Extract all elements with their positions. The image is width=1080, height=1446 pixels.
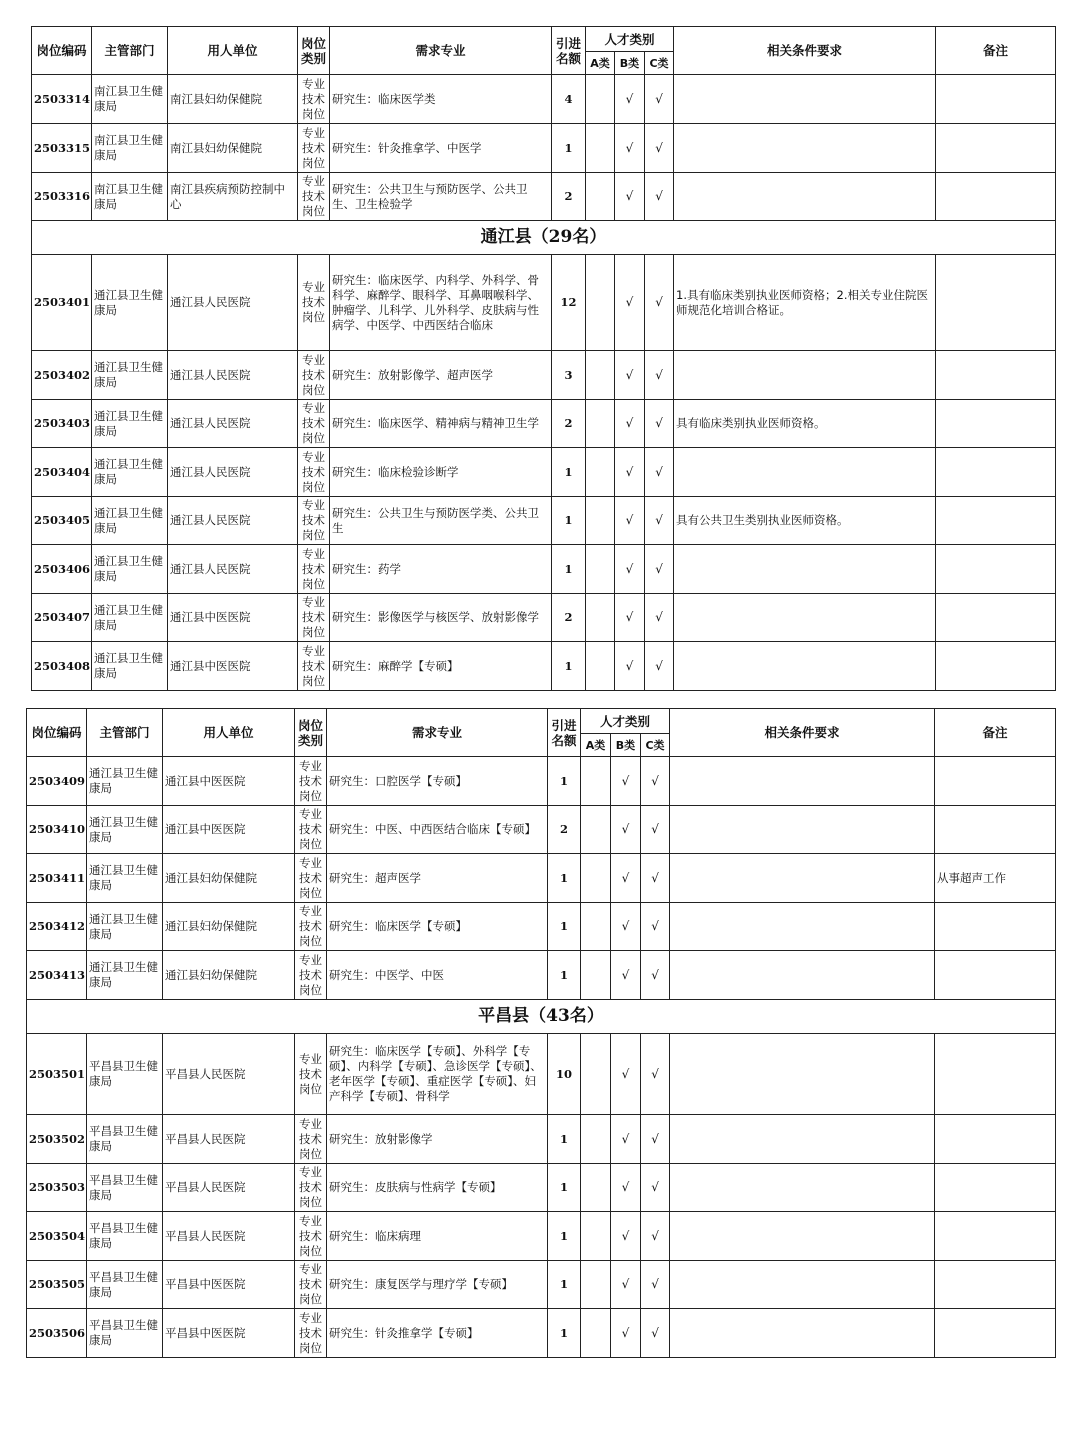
recruitment-table-page-1	[31, 26, 1056, 691]
requirements-cell	[674, 351, 936, 400]
requirements-cell	[674, 448, 936, 497]
class-a-cell	[581, 1115, 611, 1164]
requirements-cell	[670, 1164, 935, 1212]
major-cell: 研究生：口腔医学【专硕】	[327, 757, 548, 806]
major-cell: 研究生：临床病理	[327, 1212, 548, 1261]
major-cell: 研究生：皮肤病与性病学【专硕】	[327, 1164, 548, 1212]
header-b: B类	[615, 52, 645, 75]
quota-cell: 2	[548, 806, 581, 854]
quota-cell: 1	[548, 1261, 581, 1309]
requirements-cell	[670, 1261, 935, 1309]
post-code: 2503501	[27, 1034, 87, 1115]
quota-cell: 2	[552, 400, 586, 448]
note-cell: 从事超声工作	[935, 854, 1056, 903]
header-note: 备注	[935, 709, 1056, 757]
quota-cell: 1	[548, 1212, 581, 1261]
class-a-cell	[581, 1164, 611, 1212]
class-c-check: √	[645, 448, 674, 497]
header-requirements: 相关条件要求	[674, 27, 936, 75]
major-cell: 研究生：临床检验诊断学	[330, 448, 552, 497]
section-title-pingchang: 平昌县（43名）	[27, 1000, 1056, 1034]
table-body	[27, 757, 1056, 1000]
post-code: 2503506	[27, 1309, 87, 1358]
post-type-cell: 专业技术岗位	[295, 903, 327, 951]
class-a-cell	[586, 545, 615, 594]
unit-cell: 平昌县人民医院	[163, 1164, 295, 1212]
quota-cell: 1	[548, 757, 581, 806]
post-code: 2503411	[27, 854, 87, 903]
major-cell: 研究生：中医学、中医	[327, 951, 548, 1000]
class-c-check: √	[645, 545, 674, 594]
major-cell: 研究生：临床医学类	[330, 75, 552, 124]
post-code: 2503413	[27, 951, 87, 1000]
header-a: A类	[581, 734, 611, 757]
post-code: 2503404	[32, 448, 92, 497]
note-cell	[936, 400, 1056, 448]
class-b-check: √	[615, 594, 645, 642]
table-row	[32, 173, 1056, 221]
major-cell: 研究生：针灸推拿学【专硕】	[327, 1309, 548, 1358]
unit-cell: 通江县人民医院	[168, 351, 298, 400]
unit-cell: 南江县疾病预防控制中心	[168, 173, 298, 221]
header-major: 需求专业	[330, 27, 552, 75]
header-code: 岗位编码	[27, 709, 87, 757]
class-b-check: √	[615, 448, 645, 497]
unit-cell: 通江县妇幼保健院	[163, 854, 295, 903]
header-talent: 人才类别	[586, 27, 674, 52]
post-code: 2503315	[32, 124, 92, 173]
header-dept: 主管部门	[92, 27, 168, 75]
post-type-cell: 专业技术岗位	[295, 757, 327, 806]
class-b-check: √	[611, 1261, 641, 1309]
dept-cell: 平昌县卫生健康局	[87, 1034, 163, 1115]
header-unit: 用人单位	[163, 709, 295, 757]
class-b-check: √	[611, 903, 641, 951]
note-cell	[935, 1115, 1056, 1164]
dept-cell: 通江县卫生健康局	[87, 951, 163, 1000]
class-b-check: √	[611, 757, 641, 806]
dept-cell: 通江县卫生健康局	[92, 351, 168, 400]
unit-cell: 通江县人民医院	[168, 497, 298, 545]
quota-cell: 1	[548, 854, 581, 903]
unit-cell: 通江县人民医院	[168, 400, 298, 448]
post-code: 2503406	[32, 545, 92, 594]
table-row	[32, 124, 1056, 173]
class-c-check: √	[645, 497, 674, 545]
dept-cell: 南江县卫生健康局	[92, 124, 168, 173]
table-row	[32, 642, 1056, 691]
unit-cell: 通江县人民医院	[168, 545, 298, 594]
header-note: 备注	[936, 27, 1056, 75]
table-row	[32, 75, 1056, 124]
requirements-cell	[674, 642, 936, 691]
major-cell: 研究生：放射影像学、超声医学	[330, 351, 552, 400]
major-cell: 研究生：药学	[330, 545, 552, 594]
table-row	[27, 1212, 1056, 1261]
class-c-check: √	[641, 1261, 670, 1309]
note-cell	[936, 497, 1056, 545]
class-b-check: √	[615, 351, 645, 400]
class-c-check: √	[641, 806, 670, 854]
class-b-check: √	[611, 1034, 641, 1115]
class-c-check: √	[641, 1034, 670, 1115]
section-title-tongjiang: 通江县（29名）	[32, 221, 1056, 255]
class-b-check: √	[611, 806, 641, 854]
class-c-check: √	[641, 903, 670, 951]
requirements-cell	[670, 806, 935, 854]
unit-cell: 通江县中医医院	[163, 806, 295, 854]
post-type-cell: 专业技术岗位	[295, 1309, 327, 1358]
post-type-cell: 专业技术岗位	[298, 448, 330, 497]
header-a: A类	[586, 52, 615, 75]
class-a-cell	[581, 951, 611, 1000]
class-a-cell	[586, 255, 615, 351]
dept-cell: 平昌县卫生健康局	[87, 1309, 163, 1358]
post-code: 2503409	[27, 757, 87, 806]
class-b-check: √	[611, 1115, 641, 1164]
post-type-cell: 专业技术岗位	[298, 594, 330, 642]
post-type-cell: 专业技术岗位	[295, 1115, 327, 1164]
table-row	[32, 351, 1056, 400]
class-a-cell	[586, 594, 615, 642]
note-cell	[936, 124, 1056, 173]
class-c-check: √	[645, 124, 674, 173]
class-a-cell	[581, 1309, 611, 1358]
quota-cell: 12	[552, 255, 586, 351]
dept-cell: 平昌县卫生健康局	[87, 1164, 163, 1212]
requirements-cell	[670, 1034, 935, 1115]
requirements-cell	[670, 757, 935, 806]
dept-cell: 平昌县卫生健康局	[87, 1261, 163, 1309]
post-code: 2503407	[32, 594, 92, 642]
class-a-cell	[586, 642, 615, 691]
table-body	[32, 255, 1056, 691]
dept-cell: 通江县卫生健康局	[92, 448, 168, 497]
class-c-check: √	[641, 757, 670, 806]
table-row	[32, 497, 1056, 545]
note-cell	[935, 1309, 1056, 1358]
post-type-cell: 专业技术岗位	[295, 854, 327, 903]
note-cell	[935, 1034, 1056, 1115]
class-c-check: √	[641, 1212, 670, 1261]
quota-cell: 4	[552, 75, 586, 124]
class-a-cell	[586, 497, 615, 545]
quota-cell: 1	[552, 497, 586, 545]
quota-cell: 1	[548, 1164, 581, 1212]
dept-cell: 平昌县卫生健康局	[87, 1212, 163, 1261]
class-b-check: √	[615, 400, 645, 448]
class-c-check: √	[645, 642, 674, 691]
table-row	[27, 757, 1056, 806]
post-code: 2503504	[27, 1212, 87, 1261]
post-type-cell: 专业技术岗位	[298, 497, 330, 545]
class-c-check: √	[645, 75, 674, 124]
dept-cell: 南江县卫生健康局	[92, 75, 168, 124]
post-type-cell: 专业技术岗位	[298, 545, 330, 594]
note-cell	[936, 351, 1056, 400]
class-a-cell	[586, 173, 615, 221]
class-c-check: √	[641, 1115, 670, 1164]
quota-cell: 1	[548, 951, 581, 1000]
requirements-cell	[674, 124, 936, 173]
note-cell	[935, 1261, 1056, 1309]
class-b-check: √	[615, 173, 645, 221]
unit-cell: 南江县妇幼保健院	[168, 124, 298, 173]
requirements-cell: 1.具有临床类别执业医师资格；2.相关专业住院医师规范化培训合格证。	[674, 255, 936, 351]
major-cell: 研究生：放射影像学	[327, 1115, 548, 1164]
class-a-cell	[581, 854, 611, 903]
note-cell	[935, 1164, 1056, 1212]
post-code: 2503412	[27, 903, 87, 951]
requirements-cell	[670, 951, 935, 1000]
header-c: C类	[641, 734, 670, 757]
class-a-cell	[586, 400, 615, 448]
header-talent: 人才类别	[581, 709, 670, 734]
class-b-check: √	[615, 642, 645, 691]
requirements-cell	[674, 75, 936, 124]
header-c: C类	[645, 52, 674, 75]
major-cell: 研究生：公共卫生与预防医学、公共卫生、卫生检验学	[330, 173, 552, 221]
quota-cell: 3	[552, 351, 586, 400]
table-row	[32, 594, 1056, 642]
post-code: 2503316	[32, 173, 92, 221]
class-a-cell	[586, 124, 615, 173]
header-requirements: 相关条件要求	[670, 709, 935, 757]
class-b-check: √	[611, 1309, 641, 1358]
quota-cell: 1	[552, 642, 586, 691]
header-major: 需求专业	[327, 709, 548, 757]
note-cell	[935, 1212, 1056, 1261]
note-cell	[935, 806, 1056, 854]
header-post-type: 岗位类别	[295, 709, 327, 757]
class-c-check: √	[641, 1309, 670, 1358]
major-cell: 研究生：临床医学【专硕】、外科学【专硕】、内科学【专硕】、急诊医学【专硕】、老年医学【专硕】、重症医学【专硕】、妇产科学【专硕】、骨科学	[327, 1034, 548, 1115]
requirements-cell	[670, 903, 935, 951]
dept-cell: 南江县卫生健康局	[92, 173, 168, 221]
class-c-check: √	[645, 351, 674, 400]
dept-cell: 通江县卫生健康局	[87, 806, 163, 854]
class-b-check: √	[615, 497, 645, 545]
post-code: 2503408	[32, 642, 92, 691]
note-cell	[936, 545, 1056, 594]
header-code: 岗位编码	[32, 27, 92, 75]
note-cell	[936, 642, 1056, 691]
post-type-cell: 专业技术岗位	[295, 1034, 327, 1115]
requirements-cell	[674, 173, 936, 221]
post-type-cell: 专业技术岗位	[298, 351, 330, 400]
post-code: 2503405	[32, 497, 92, 545]
unit-cell: 通江县人民医院	[168, 448, 298, 497]
class-b-check: √	[615, 124, 645, 173]
major-cell: 研究生：临床医学、精神病与精神卫生学	[330, 400, 552, 448]
requirements-cell	[670, 1115, 935, 1164]
note-cell	[936, 594, 1056, 642]
class-b-check: √	[615, 545, 645, 594]
unit-cell: 平昌县人民医院	[163, 1115, 295, 1164]
unit-cell: 通江县人民医院	[168, 255, 298, 351]
post-code: 2503503	[27, 1164, 87, 1212]
quota-cell: 1	[548, 1309, 581, 1358]
class-c-check: √	[641, 1164, 670, 1212]
requirements-cell	[674, 545, 936, 594]
post-code: 2503402	[32, 351, 92, 400]
class-a-cell	[581, 1034, 611, 1115]
post-type-cell: 专业技术岗位	[298, 255, 330, 351]
major-cell: 研究生：影像医学与核医学、放射影像学	[330, 594, 552, 642]
unit-cell: 通江县妇幼保健院	[163, 903, 295, 951]
unit-cell: 通江县妇幼保健院	[163, 951, 295, 1000]
table-row	[27, 1115, 1056, 1164]
post-code: 2503410	[27, 806, 87, 854]
quota-cell: 1	[548, 1115, 581, 1164]
post-type-cell: 专业技术岗位	[298, 400, 330, 448]
post-type-cell: 专业技术岗位	[298, 75, 330, 124]
post-code: 2503505	[27, 1261, 87, 1309]
major-cell: 研究生：麻醉学【专硕】	[330, 642, 552, 691]
table-row	[27, 1261, 1056, 1309]
post-type-cell: 专业技术岗位	[295, 1164, 327, 1212]
class-c-check: √	[645, 594, 674, 642]
header-quota: 引进名额	[548, 709, 581, 757]
unit-cell: 南江县妇幼保健院	[168, 75, 298, 124]
dept-cell: 通江县卫生健康局	[87, 903, 163, 951]
table-row	[27, 1309, 1056, 1358]
quota-cell: 2	[552, 173, 586, 221]
quota-cell: 1	[552, 124, 586, 173]
post-type-cell: 专业技术岗位	[295, 806, 327, 854]
unit-cell: 通江县中医医院	[168, 594, 298, 642]
table-row	[27, 854, 1056, 903]
unit-cell: 通江县中医医院	[163, 757, 295, 806]
post-code: 2503314	[32, 75, 92, 124]
quota-cell: 10	[548, 1034, 581, 1115]
class-b-check: √	[611, 1212, 641, 1261]
table-body	[27, 1034, 1056, 1358]
class-c-check: √	[645, 173, 674, 221]
requirements-cell: 具有临床类别执业医师资格。	[674, 400, 936, 448]
header-post-type: 岗位类别	[298, 27, 330, 75]
class-c-check: √	[645, 400, 674, 448]
table-body	[32, 75, 1056, 221]
table-row	[27, 903, 1056, 951]
major-cell: 研究生：临床医学、内科学、外科学、骨科学、麻醉学、眼科学、耳鼻咽喉科学、肿瘤学、儿科学、儿外科学、皮肤病与性病学、中医学、中西医结合临床	[330, 255, 552, 351]
requirements-cell: 具有公共卫生类别执业医师资格。	[674, 497, 936, 545]
quota-cell: 1	[552, 448, 586, 497]
class-a-cell	[581, 1261, 611, 1309]
class-b-check: √	[611, 1164, 641, 1212]
major-cell: 研究生：针灸推拿学、中医学	[330, 124, 552, 173]
class-a-cell	[581, 1212, 611, 1261]
quota-cell: 1	[552, 545, 586, 594]
class-a-cell	[581, 903, 611, 951]
class-a-cell	[586, 75, 615, 124]
dept-cell: 通江县卫生健康局	[92, 594, 168, 642]
unit-cell: 平昌县人民医院	[163, 1212, 295, 1261]
major-cell: 研究生：中医、中西医结合临床【专硕】	[327, 806, 548, 854]
dept-cell: 通江县卫生健康局	[87, 757, 163, 806]
header-quota: 引进名额	[552, 27, 586, 75]
class-a-cell	[581, 806, 611, 854]
dept-cell: 通江县卫生健康局	[92, 642, 168, 691]
note-cell	[936, 448, 1056, 497]
requirements-cell	[674, 594, 936, 642]
post-type-cell: 专业技术岗位	[298, 642, 330, 691]
class-b-check: √	[615, 75, 645, 124]
table-row	[27, 1034, 1056, 1115]
dept-cell: 通江县卫生健康局	[87, 854, 163, 903]
table-row	[27, 806, 1056, 854]
class-c-check: √	[641, 951, 670, 1000]
major-cell: 研究生：临床医学【专硕】	[327, 903, 548, 951]
class-c-check: √	[645, 255, 674, 351]
post-type-cell: 专业技术岗位	[298, 173, 330, 221]
post-code: 2503502	[27, 1115, 87, 1164]
post-type-cell: 专业技术岗位	[298, 124, 330, 173]
quota-cell: 1	[548, 903, 581, 951]
unit-cell: 平昌县中医医院	[163, 1309, 295, 1358]
class-a-cell	[586, 448, 615, 497]
quota-cell: 2	[552, 594, 586, 642]
major-cell: 研究生：公共卫生与预防医学类、公共卫生	[330, 497, 552, 545]
major-cell: 研究生：康复医学与理疗学【专硕】	[327, 1261, 548, 1309]
table-row	[32, 255, 1056, 351]
note-cell	[935, 951, 1056, 1000]
unit-cell: 平昌县中医医院	[163, 1261, 295, 1309]
class-a-cell	[586, 351, 615, 400]
table-row	[32, 400, 1056, 448]
class-c-check: √	[641, 854, 670, 903]
note-cell	[936, 255, 1056, 351]
unit-cell: 平昌县人民医院	[163, 1034, 295, 1115]
note-cell	[935, 757, 1056, 806]
post-type-cell: 专业技术岗位	[295, 1261, 327, 1309]
dept-cell: 通江县卫生健康局	[92, 497, 168, 545]
table-row	[27, 951, 1056, 1000]
class-b-check: √	[611, 951, 641, 1000]
table-row	[27, 1164, 1056, 1212]
post-type-cell: 专业技术岗位	[295, 951, 327, 1000]
recruitment-table-page-2	[26, 708, 1056, 1358]
class-a-cell	[581, 757, 611, 806]
requirements-cell	[670, 1309, 935, 1358]
note-cell	[935, 903, 1056, 951]
major-cell: 研究生：超声医学	[327, 854, 548, 903]
dept-cell: 通江县卫生健康局	[92, 255, 168, 351]
table-row	[32, 448, 1056, 497]
post-code: 2503401	[32, 255, 92, 351]
note-cell	[936, 75, 1056, 124]
class-b-check: √	[611, 854, 641, 903]
header-unit: 用人单位	[168, 27, 298, 75]
requirements-cell	[670, 854, 935, 903]
requirements-cell	[670, 1212, 935, 1261]
dept-cell: 通江县卫生健康局	[92, 545, 168, 594]
note-cell	[936, 173, 1056, 221]
dept-cell: 通江县卫生健康局	[92, 400, 168, 448]
header-b: B类	[611, 734, 641, 757]
dept-cell: 平昌县卫生健康局	[87, 1115, 163, 1164]
post-type-cell: 专业技术岗位	[295, 1212, 327, 1261]
table-row	[32, 545, 1056, 594]
post-code: 2503403	[32, 400, 92, 448]
unit-cell: 通江县中医医院	[168, 642, 298, 691]
header-dept: 主管部门	[87, 709, 163, 757]
class-b-check: √	[615, 255, 645, 351]
